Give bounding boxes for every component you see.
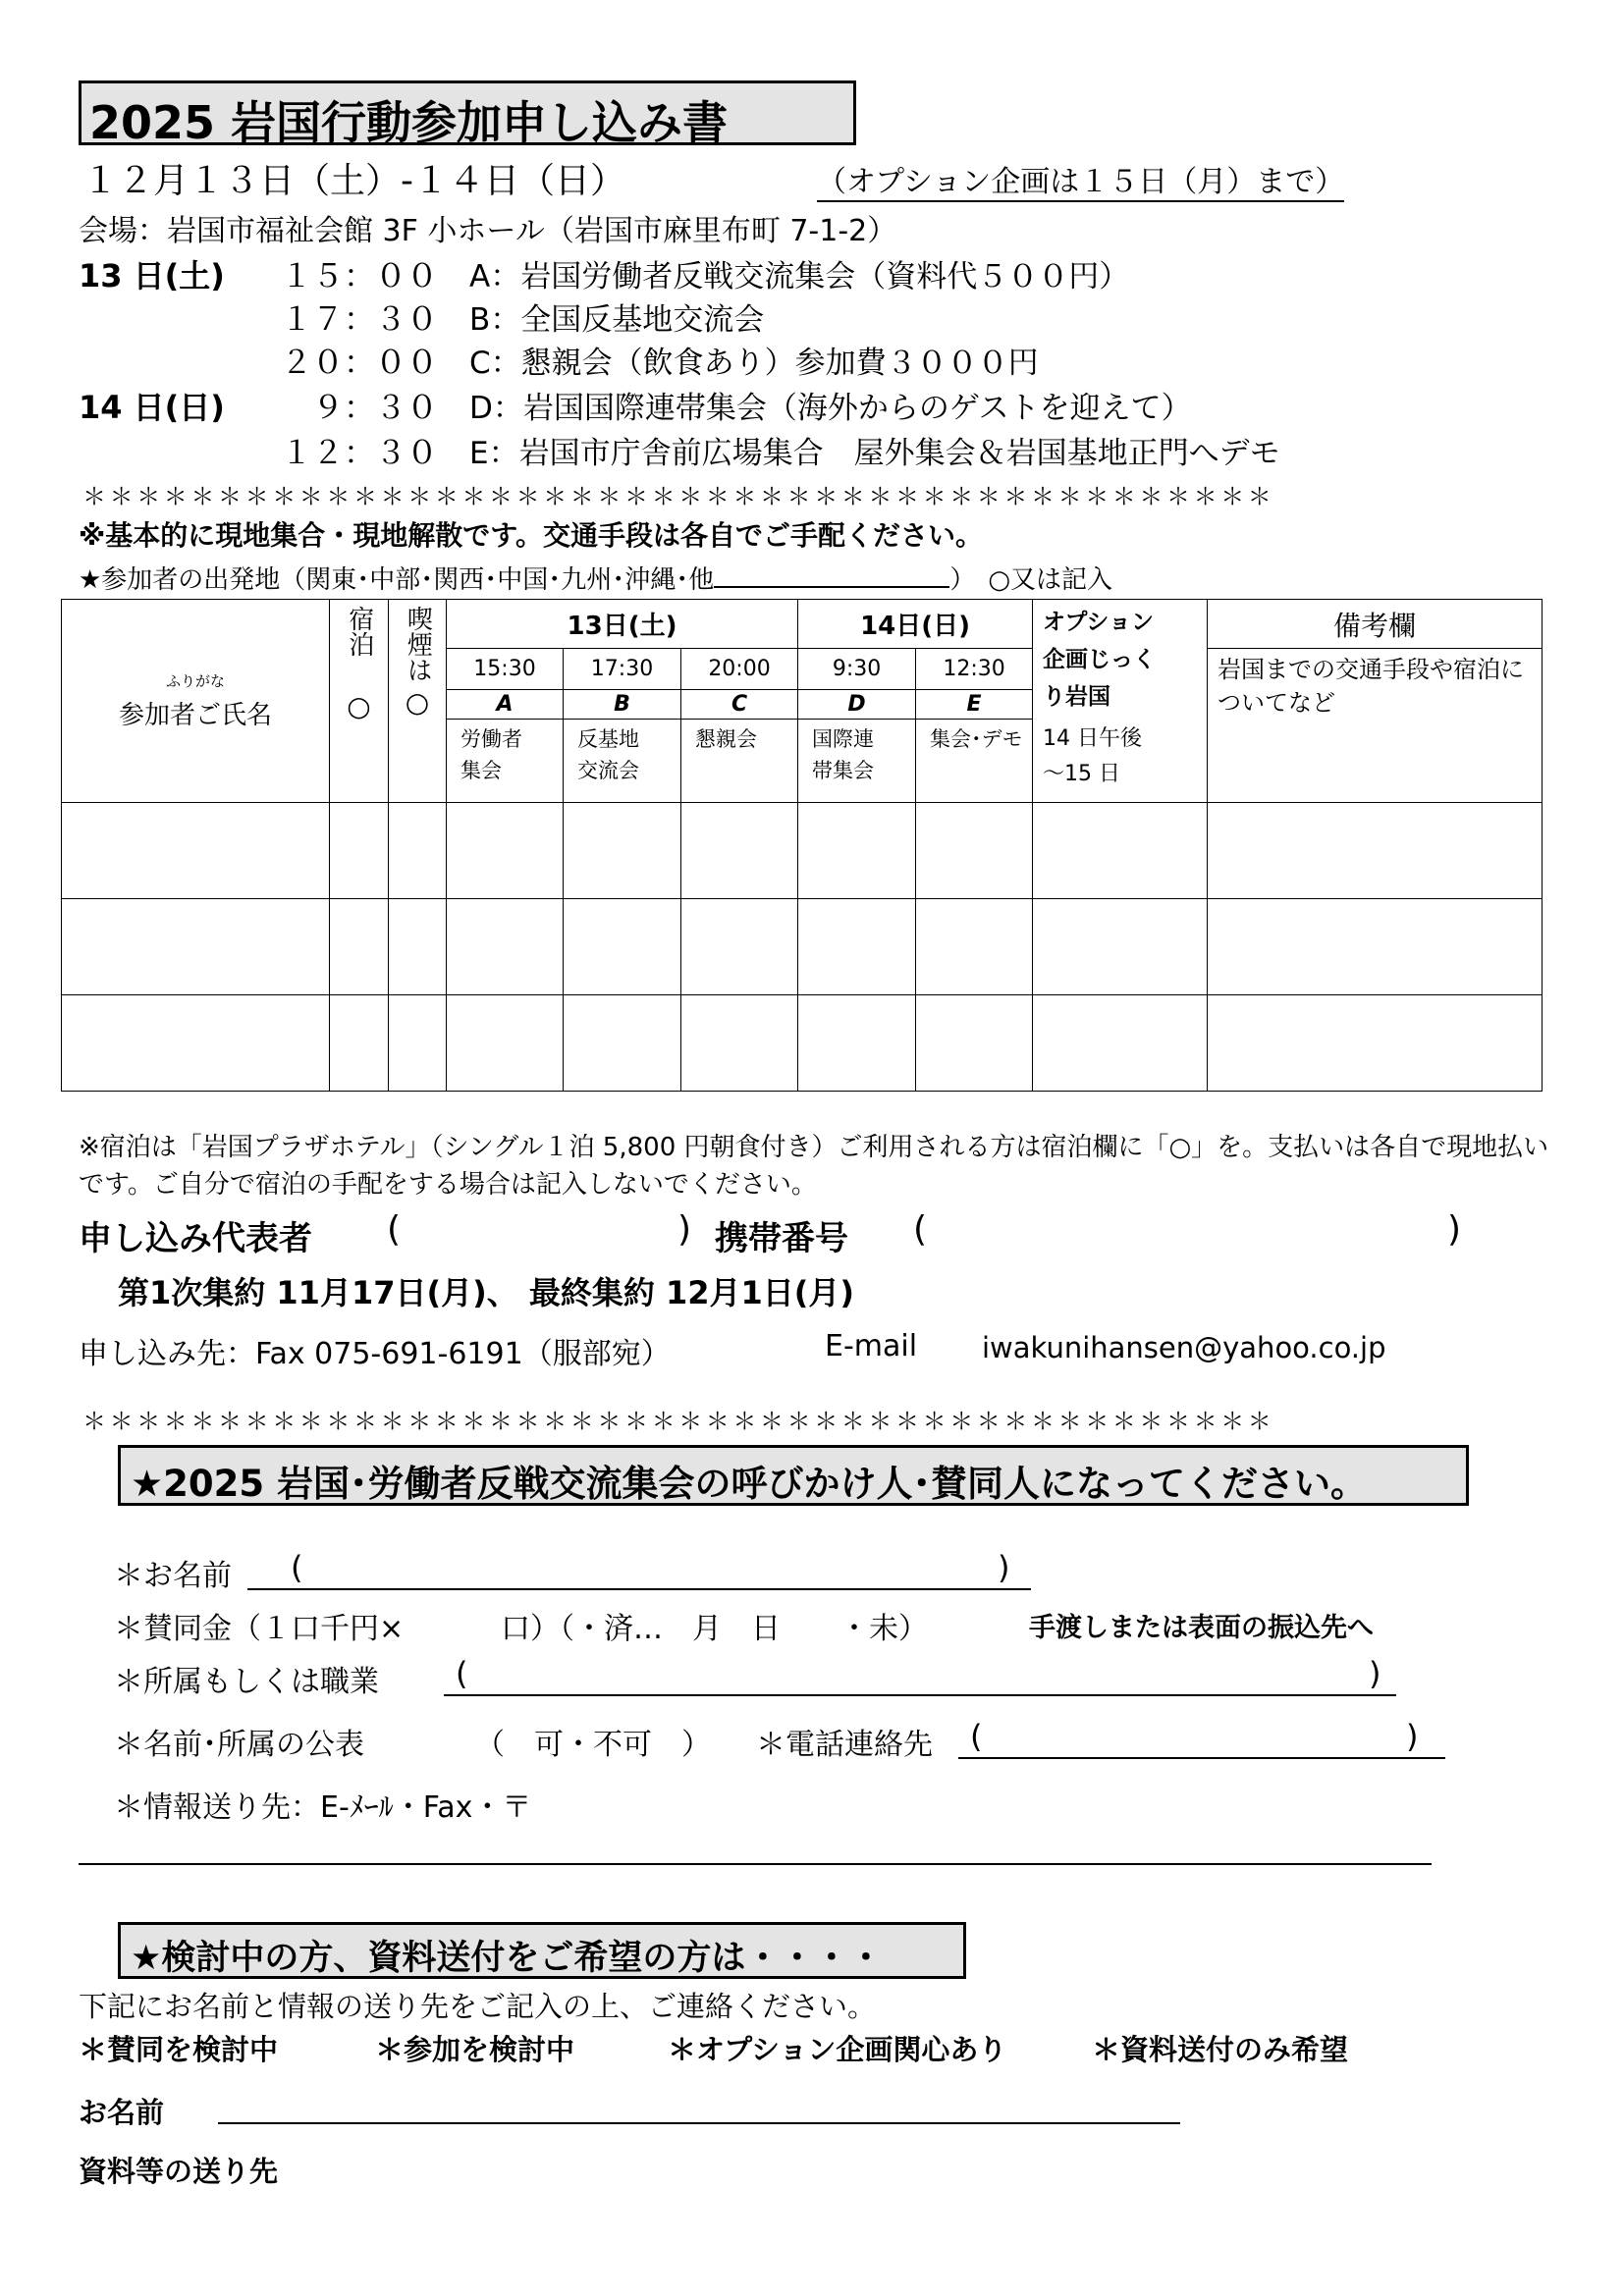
origin-suffix: ） ○又は記入	[949, 565, 1112, 595]
supporter-phone-open: (	[970, 1718, 983, 1755]
event-b: 反基地交流会	[577, 727, 639, 782]
consider-option-2[interactable]: ＊参加を検討中	[375, 2033, 575, 2066]
deadlines: 第1次集約 11月17日(月)、 最終集約 12月1日(月)	[118, 1274, 855, 1311]
origin-prefix: ★参加者の出発地（関東･中部･関西･中国･九州･沖縄･他	[79, 565, 715, 595]
representative-input[interactable]	[412, 1215, 668, 1249]
separator-stars-2: ＊＊＊＊＊＊＊＊＊＊＊＊＊＊＊＊＊＊＊＊＊＊＊＊＊＊＊＊＊＊＊＊＊＊＊＊＊＊＊＊＊＊＊＊	[82, 1408, 1275, 1435]
remarks-note: 岩国までの交通手段や宿泊についてなど	[1218, 656, 1525, 717]
event-c: 懇親会	[695, 727, 757, 751]
supporter-publish-label: ＊名前･所属の公表	[114, 1728, 364, 1762]
time-a: 15:30	[447, 649, 564, 690]
divider-line	[79, 1863, 1432, 1865]
origin-line	[79, 560, 1112, 596]
schedule-time-a: １５：００	[281, 257, 439, 294]
smoking-header: 喫煙は	[403, 606, 433, 682]
day13-header: 13日(土)	[447, 600, 798, 649]
supporter-phone-label: ＊電話連絡先	[756, 1728, 933, 1762]
supporter-phone-close: )	[1406, 1718, 1419, 1755]
time-c: 20:00	[681, 649, 798, 690]
schedule-time-b: １７：３０	[281, 300, 439, 338]
supporter-fee-label: ＊賛同金（１口千円×	[114, 1612, 405, 1646]
name-header-cell	[62, 600, 330, 803]
supporter-heading-box	[118, 1445, 1469, 1506]
name-input[interactable]	[218, 2122, 1180, 2124]
schedule-desc-e: E：岩国市庁舎前広場集合 屋外集会＆岩国基地正門へデモ	[469, 436, 1280, 471]
letter-c: C	[681, 690, 798, 720]
consider-option-1[interactable]: ＊賛同を検討中	[79, 2033, 279, 2066]
schedule-desc-c: C：懇親会（飲食あり）参加費３０００円	[469, 346, 1039, 381]
supporter-publish-options[interactable]: （ 可・不可 ）	[475, 1728, 711, 1762]
consider-heading-box	[118, 1922, 966, 1979]
table-row[interactable]	[62, 995, 1543, 1092]
venue: 会場：岩国市福祉会館 3F 小ホール（岩国市麻里布町 7-1-2）	[79, 214, 897, 248]
time-b: 17:30	[564, 649, 681, 690]
supporter-name-open: (	[291, 1549, 303, 1586]
name-label: お名前	[79, 2096, 165, 2129]
representative-open: (	[387, 1209, 402, 1250]
event-dates: １２月１３日（土）-１４日（日）	[82, 161, 625, 201]
separator-stars: ＊＊＊＊＊＊＊＊＊＊＊＊＊＊＊＊＊＊＊＊＊＊＊＊＊＊＊＊＊＊＊＊＊＊＊＊＊＊＊＊＊＊＊＊	[82, 483, 1275, 510]
event-d: 国際連帯集会	[812, 727, 875, 782]
supporter-affiliation-input[interactable]	[444, 1694, 1396, 1696]
consider-heading: ★検討中の方、資料送付をご希望の方は・・・・	[131, 1939, 884, 1978]
representative-close: )	[677, 1209, 692, 1250]
day14-header: 14日(日)	[798, 600, 1033, 649]
consider-option-4[interactable]: ＊資料送付のみ希望	[1092, 2033, 1349, 2066]
supporter-fee-units: 口）（・済… 月 日 ・未）	[501, 1612, 928, 1646]
page-title: 2025 岩国行動参加申し込み書	[89, 96, 729, 149]
letter-e: E	[916, 690, 1033, 720]
phone-input[interactable]	[943, 1215, 1434, 1249]
option-note: （オプション企画は１５日（月）まで）	[817, 157, 1344, 202]
registration-table	[61, 599, 1543, 1092]
option-dates: 14 日午後～15 日	[1043, 726, 1143, 786]
table-row[interactable]	[62, 899, 1543, 995]
furigana-label: ふりがな	[165, 672, 225, 690]
contact-email: iwakunihansen@yahoo.co.jp	[982, 1331, 1386, 1364]
schedule-desc-a: A：岩国労働者反戦交流集会（資料代５００円）	[469, 259, 1130, 294]
supporter-name-input[interactable]	[247, 1588, 1031, 1590]
time-e: 12:30	[916, 649, 1033, 690]
phone-open: (	[913, 1209, 928, 1250]
consider-note: 下記にお名前と情報の送り先をご記入の上、ご連絡ください。	[79, 1990, 877, 2023]
schedule-desc-b: B：全国反基地交流会	[469, 302, 765, 338]
time-d: 9:30	[798, 649, 916, 690]
schedule-time-c: ２０：００	[281, 344, 439, 381]
affiliation-close: )	[1369, 1655, 1381, 1692]
lodging-header: 宿泊	[344, 606, 374, 657]
supporter-info-to: ＊情報送り先：E-ﾒｰﾙ・Fax・〒	[114, 1790, 532, 1825]
affiliation-open: (	[456, 1655, 468, 1692]
contact-email-label: E-mail	[825, 1329, 918, 1363]
phone-label: 携帯番号	[715, 1219, 848, 1258]
lodging-header-cell	[330, 600, 389, 803]
schedule-day14: 14 日(日)	[79, 389, 225, 426]
phone-close: )	[1447, 1209, 1462, 1250]
schedule-day13: 13 日(土)	[79, 257, 225, 294]
schedule-time-d: ９：３０	[312, 389, 439, 426]
lodging-note: ※宿泊は「岩国プラザホテル」（シングル１泊 5,800 円朝食付き）ご利用される方は宿泊欄に「○」を。支払いは各自で現地払いです。ご自分で宿泊の手配をする場合は記入しないでください。	[79, 1133, 1549, 1200]
event-e: 集会･デモ	[930, 727, 1023, 751]
title-box	[79, 80, 856, 149]
address-label: 資料等の送り先	[79, 2155, 279, 2188]
lodging-mark: ○	[347, 690, 371, 722]
contact-fax: 申し込み先：Fax 075-691-6191（服部宛）	[79, 1337, 671, 1371]
supporter-heading: ★2025 岩国･労働者反戦交流集会の呼びかけ人･賛同人になってください。	[131, 1463, 1368, 1505]
smoking-header-cell	[389, 600, 447, 803]
name-header: 参加者ご氏名	[118, 701, 272, 730]
smoking-mark: ○	[405, 686, 430, 719]
supporter-name-close: )	[998, 1549, 1010, 1586]
event-a: 労働者集会	[460, 727, 522, 782]
letter-b: B	[564, 690, 681, 720]
representative-label: 申し込み代表者	[79, 1219, 312, 1258]
supporter-affiliation-label: ＊所属もしくは職業	[114, 1665, 379, 1699]
notice: ※基本的に現地集合・現地解散です。交通手段は各自でご手配ください。	[79, 519, 983, 552]
letter-d: D	[798, 690, 916, 720]
origin-input[interactable]	[714, 562, 949, 588]
option-header-cell	[1033, 600, 1208, 803]
letter-a: A	[447, 690, 564, 720]
remarks-note-cell	[1208, 649, 1543, 803]
consider-option-3[interactable]: ＊オプション企画関心あり	[668, 2033, 1007, 2066]
supporter-fee-note: 手渡しまたは表面の振込先へ	[1029, 1613, 1374, 1643]
option-title: オプション企画じっくり岩国	[1043, 610, 1157, 710]
supporter-name-label: ＊お名前	[114, 1559, 232, 1593]
table-row[interactable]	[62, 803, 1543, 899]
supporter-phone-input[interactable]	[958, 1757, 1445, 1759]
schedule-time-e: １２：３０	[281, 434, 439, 471]
remarks-header: 備考欄	[1208, 600, 1543, 649]
schedule-desc-d: D：岩国国際連帯集会（海外からのゲストを迎えて）	[469, 391, 1192, 426]
